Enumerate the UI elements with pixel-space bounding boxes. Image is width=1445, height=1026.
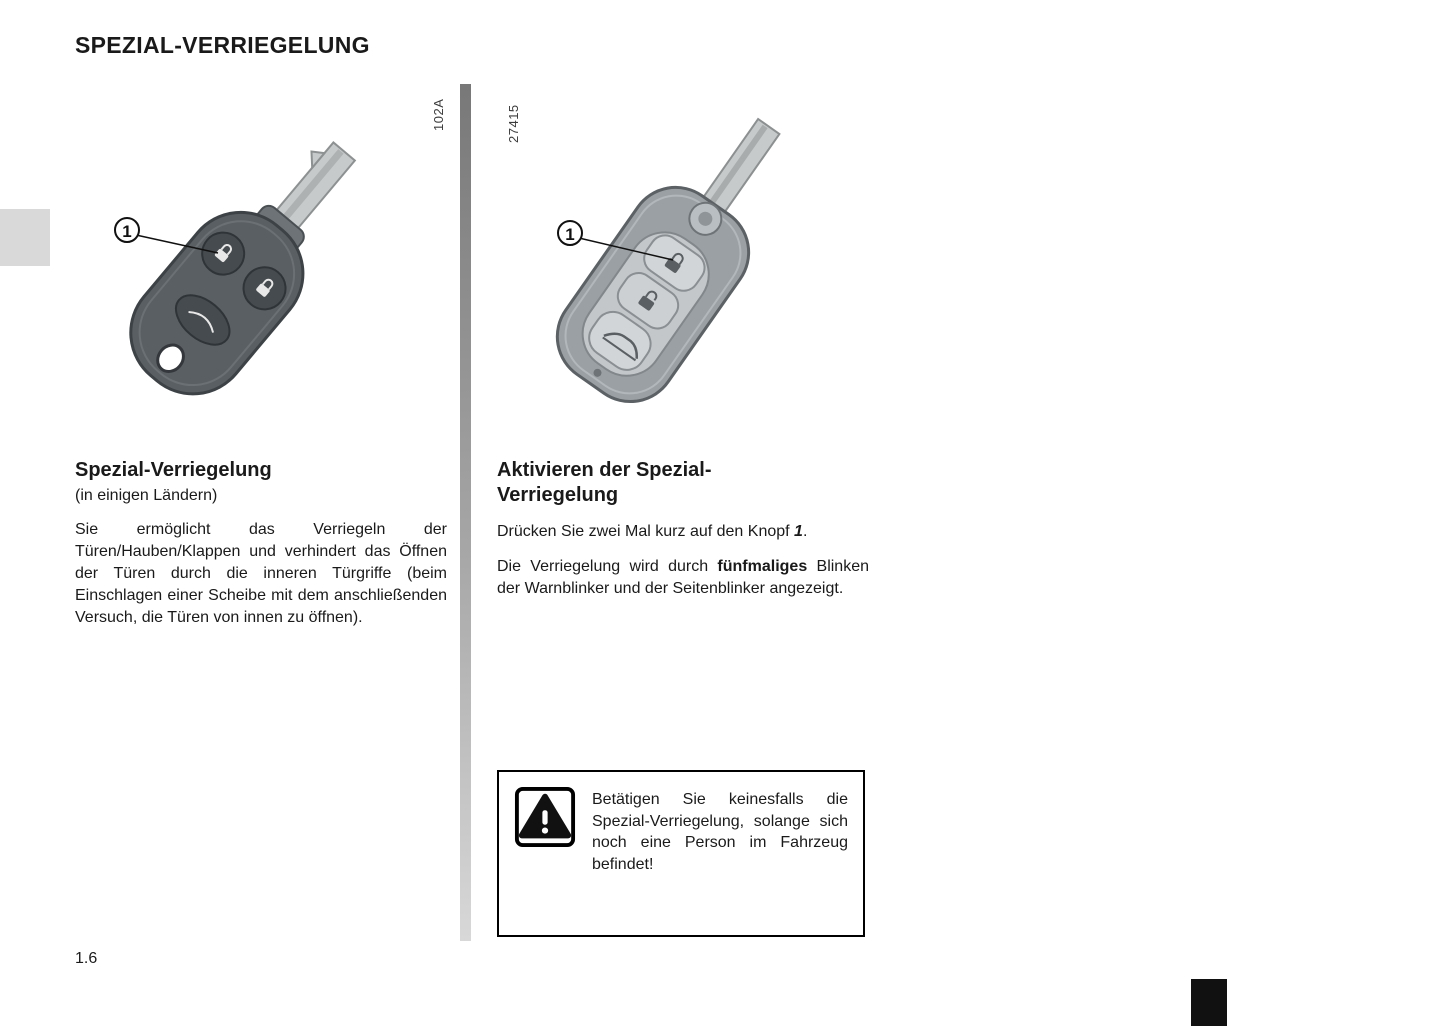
page-number: 1.6	[75, 950, 98, 967]
remote-key-illustration	[70, 95, 460, 405]
warning-text: Betätigen Sie keinesfalls die Spezial-Verriegelung, solange sich noch eine Person im Fahrzeug befindet!	[592, 791, 848, 873]
paragraph-knopf: Drücken Sie zwei Mal kurz auf den Knopf 1.	[497, 523, 808, 540]
figure-ref-left: 102A	[431, 98, 446, 131]
section-aktivieren	[497, 458, 869, 600]
figure-remote-key	[70, 95, 460, 405]
section-subheading-left: (in einigen Ländern)	[75, 487, 218, 504]
figure-flip-key	[495, 90, 885, 425]
warning-box	[497, 770, 865, 937]
section-body-left: Sie ermöglicht das Verriegeln der Türen/Hauben/Klappen und verhindert das Öffnen der Türen durch die inneren Türgriffe (beim Einschlagen einer Scheibe mit dem anschließenden Versuch, die Türen von innen zu öffnen).	[75, 521, 447, 626]
warning-icon	[514, 786, 576, 848]
column-divider	[460, 84, 471, 941]
callout-1-right: 1	[557, 220, 583, 246]
page-title: SPEZIAL-VERRIEGELUNG	[75, 32, 370, 58]
remote-key-body	[108, 113, 390, 405]
flip-key-illustration	[495, 90, 885, 425]
flip-key-body	[539, 92, 821, 420]
left-edge-tab	[0, 209, 50, 266]
paragraph-blinken: Die Verriegelung wird durch fünfmaliges Blinken der Warnblinker und der Seitenblinker angezeigt.	[497, 558, 869, 597]
bottom-right-tab	[1191, 979, 1227, 1026]
figure-ref-right: 27415	[506, 104, 521, 143]
section-heading-right: Aktivieren der Spezial-Verriegelung	[497, 459, 712, 506]
callout-1-left: 1	[114, 217, 140, 243]
knopf-number: 1	[794, 523, 803, 540]
fuenfmaliges-bold: fünfmaliges	[717, 558, 808, 575]
section-spezial-verriegelung	[75, 458, 447, 629]
section-heading-left: Spezial-Verriegelung	[75, 459, 272, 481]
